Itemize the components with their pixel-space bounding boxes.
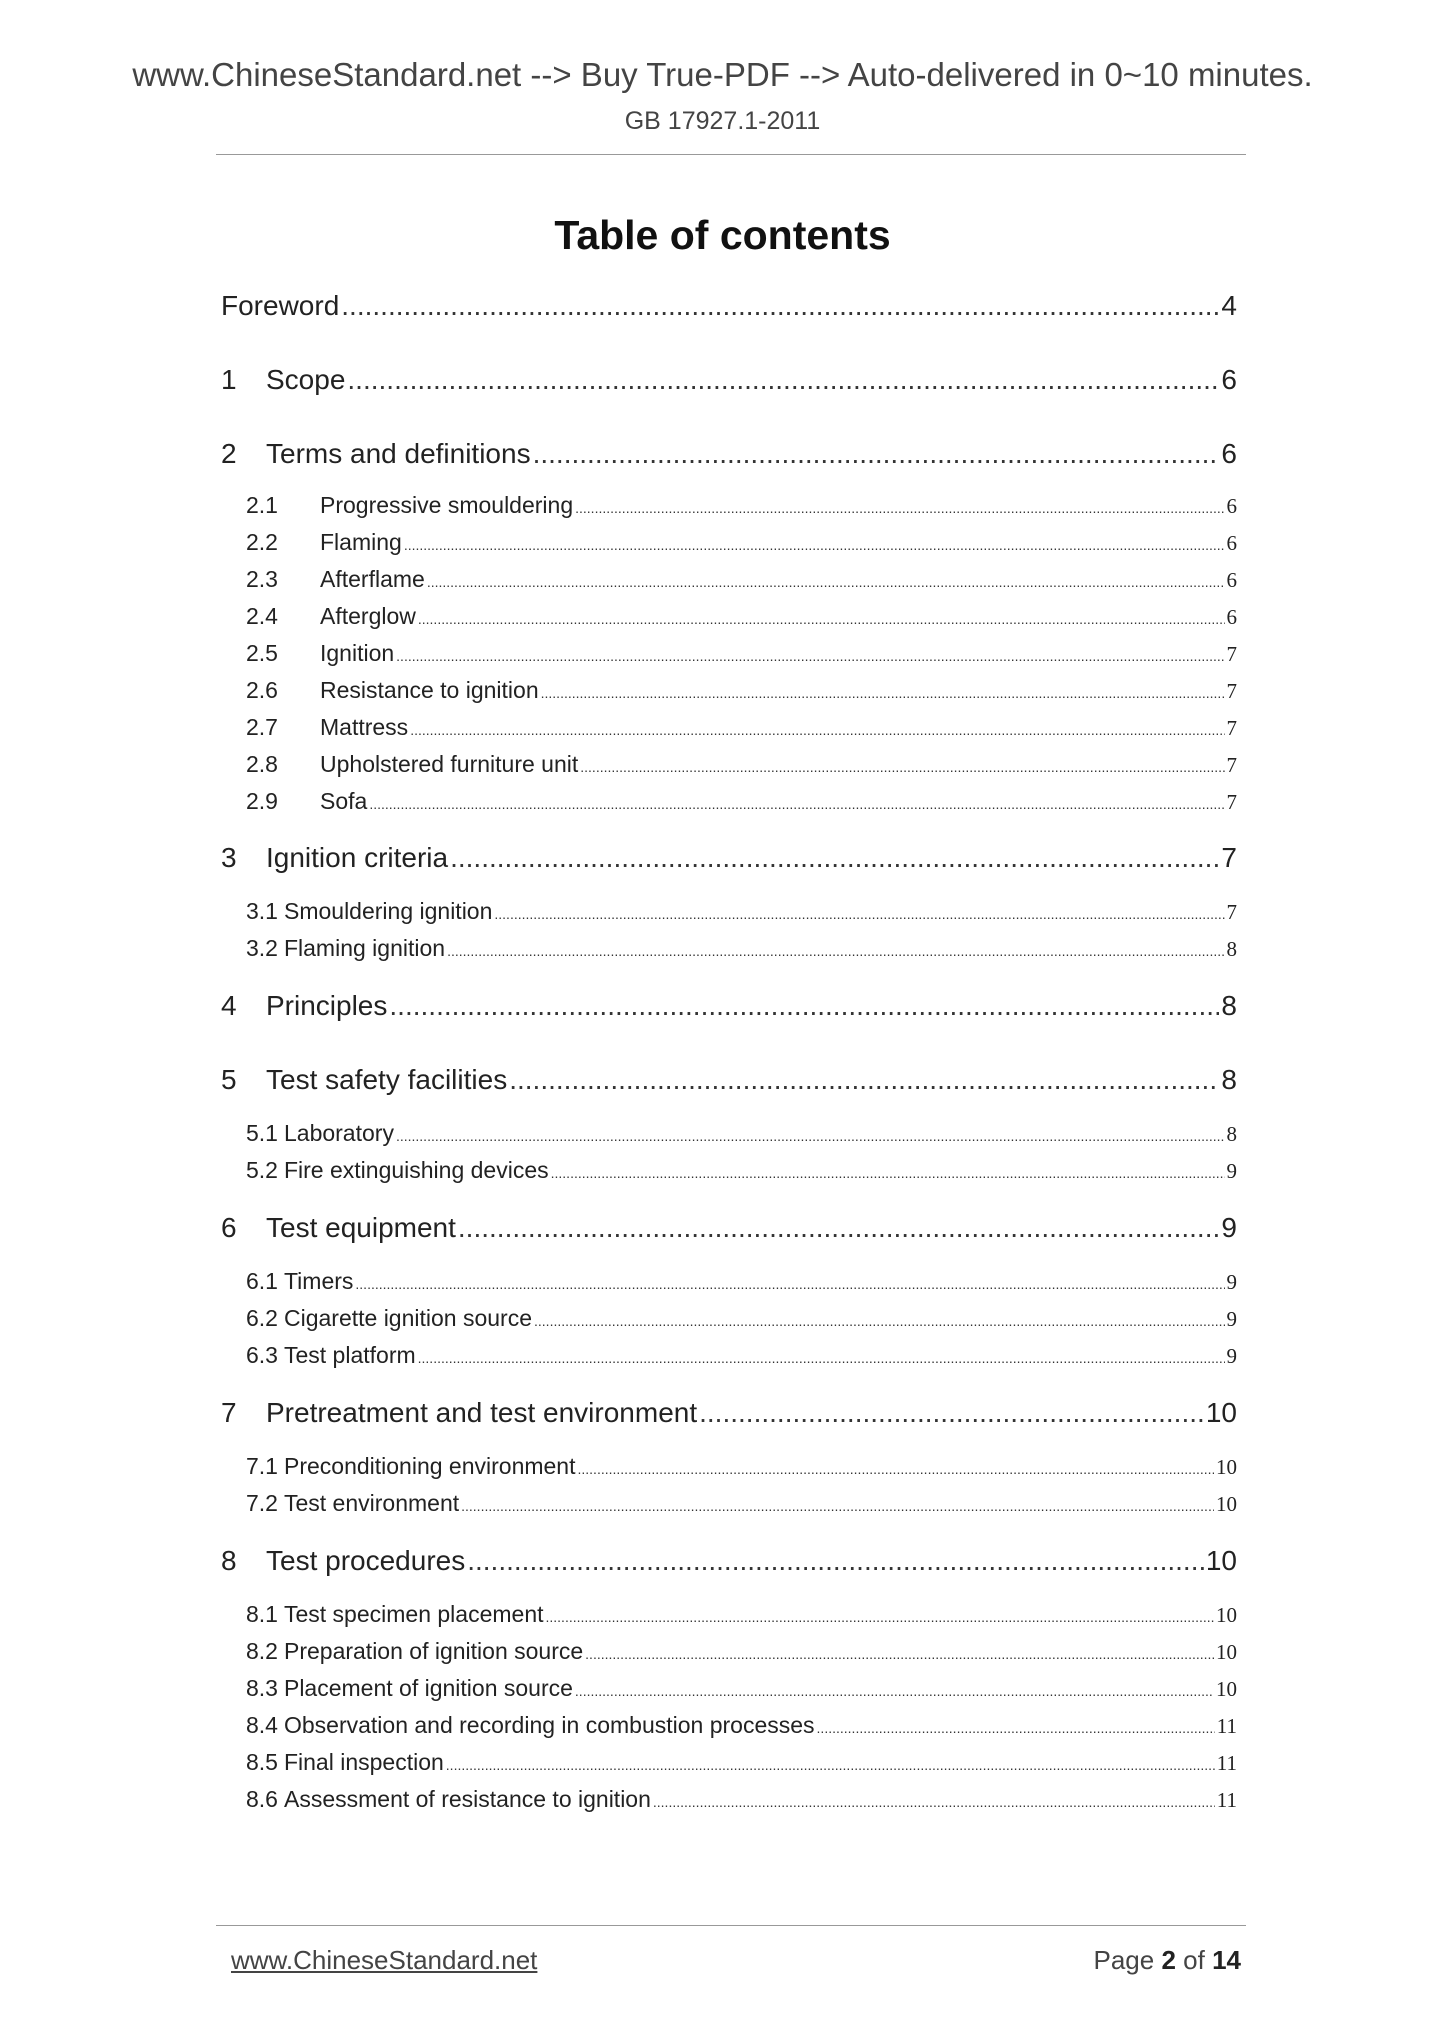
toc-entry[interactable]	[246, 935, 1237, 967]
toc-entry-page: 7	[1226, 900, 1237, 924]
toc-dot-leader	[546, 1609, 1215, 1625]
toc-entry[interactable]	[246, 1453, 1237, 1485]
toc-entry-number: 7	[221, 1397, 237, 1428]
toc-entry[interactable]	[221, 364, 1237, 404]
toc-entry-page: 6	[1221, 438, 1237, 469]
toc-entry[interactable]	[246, 1712, 1237, 1744]
toc-dot-leader	[534, 1313, 1224, 1329]
standard-number: GB 17927.1-2011	[624, 107, 821, 135]
toc-entry-page: 7	[1226, 716, 1237, 740]
toc-entry-label: Flaming ignition	[283, 935, 446, 961]
toc-entry[interactable]	[246, 677, 1237, 709]
toc-entry[interactable]	[246, 1601, 1237, 1633]
toc-entry-number: 8.1	[246, 1601, 278, 1627]
toc-dot-leader	[450, 842, 1219, 874]
toc-dot-leader	[458, 1212, 1220, 1244]
toc-entry-label: Placement of ignition source	[283, 1675, 573, 1701]
toc-entry[interactable]	[246, 1342, 1237, 1374]
toc-entry-page: 9	[1226, 1344, 1237, 1368]
toc-entry-label: Observation and recording in combustion processes	[283, 1712, 815, 1738]
toc-entry[interactable]	[246, 492, 1237, 524]
toc-entry-page: 7	[1226, 679, 1237, 703]
toc-entry-page: 7	[1226, 790, 1237, 814]
toc-entry-label: Test specimen placement	[283, 1601, 544, 1627]
toc-entry-label: Foreword	[221, 290, 340, 321]
toc-entry-label: Smouldering ignition	[283, 898, 493, 924]
toc-entry[interactable]	[246, 751, 1237, 783]
toc-entry-number: 8.5	[246, 1749, 278, 1775]
toc-entry-page: 6	[1226, 531, 1237, 555]
toc-entry[interactable]	[246, 1490, 1237, 1522]
header-divider	[216, 154, 1246, 155]
toc-entry-page: 10	[1216, 1455, 1237, 1479]
toc-entry-label: Afterglow	[320, 603, 416, 629]
toc-dot-leader	[575, 500, 1224, 516]
toc-entry-page: 10	[1216, 1492, 1237, 1516]
toc-entry-number: 6.1	[246, 1268, 278, 1294]
toc-entry-number: 3.1	[246, 898, 278, 924]
toc-entry-number: 8.6	[246, 1786, 278, 1812]
toc-entry-label: Fire extinguishing devices	[283, 1157, 549, 1183]
toc-entry-page: 8	[1221, 1064, 1237, 1095]
toc-entry[interactable]	[246, 1268, 1237, 1300]
toc-entry[interactable]	[246, 788, 1237, 820]
toc-entry-number: 2.8	[246, 751, 278, 777]
toc-dot-leader	[461, 1498, 1214, 1514]
toc-entry-label: Upholstered furniture unit	[320, 751, 579, 777]
toc-entry-number: 6	[221, 1212, 237, 1243]
toc-entry-number: 1	[221, 364, 237, 395]
toc-entry-label: Mattress	[320, 714, 409, 740]
toc-entry-number: 3.2	[246, 935, 278, 961]
toc-dot-leader	[494, 906, 1224, 922]
toc-entry-label: Ignition criteria	[266, 842, 449, 873]
toc-entry-page: 9	[1221, 1212, 1237, 1243]
toc-dot-leader	[418, 1350, 1225, 1366]
toc-dot-leader	[467, 1545, 1204, 1577]
toc-entry-label: Test safety facilities	[266, 1064, 508, 1095]
toc-entry-label: Final inspection	[283, 1749, 444, 1775]
toc-entry-number: 2.4	[246, 603, 278, 629]
toc-entry-page: 7	[1221, 842, 1237, 873]
toc-entry-page: 11	[1216, 1714, 1237, 1738]
toc-dot-leader	[551, 1165, 1225, 1181]
toc-entry-page: 9	[1226, 1270, 1237, 1294]
toc-dot-leader	[396, 648, 1224, 664]
toc-entry-number: 5.1	[246, 1120, 278, 1146]
toc-entry-page: 10	[1205, 1545, 1237, 1576]
toc-dot-leader	[410, 722, 1224, 738]
page-indicator	[1093, 1945, 1241, 1976]
toc-dot-leader	[509, 1064, 1219, 1096]
toc-entry[interactable]	[221, 290, 1237, 330]
page-word: Page	[1093, 1945, 1155, 1975]
toc-entry-number: 8.3	[246, 1675, 278, 1701]
toc-entry-number: 8.2	[246, 1638, 278, 1664]
toc-entry[interactable]	[221, 438, 1237, 478]
toc-entry[interactable]	[246, 1157, 1237, 1189]
toc-entry-page: 6	[1226, 494, 1237, 518]
toc-entry-label: Cigarette ignition source	[283, 1305, 533, 1331]
toc-entry-label: Assessment of resistance to ignition	[283, 1786, 651, 1812]
toc-entry[interactable]	[246, 566, 1237, 598]
toc-dot-leader	[653, 1794, 1215, 1810]
toc-entry-label: Preparation of ignition source	[283, 1638, 584, 1664]
toc-entry-page: 6	[1226, 605, 1237, 629]
toc-entry-number: 7.1	[246, 1453, 278, 1479]
page-current: 2	[1161, 1945, 1176, 1975]
toc-entry[interactable]	[246, 714, 1237, 746]
toc-dot-leader	[369, 796, 1224, 812]
toc-dot-leader	[585, 1646, 1214, 1662]
toc-dot-leader	[533, 438, 1220, 470]
toc-entry[interactable]	[246, 640, 1237, 672]
toc-entry-page: 7	[1226, 642, 1237, 666]
toc-entry-label: Sofa	[320, 788, 368, 814]
footer-website-link[interactable]: www.ChineseStandard.net	[231, 1945, 538, 1975]
toc-entry-page: 9	[1226, 1307, 1237, 1331]
toc-dot-leader	[817, 1720, 1215, 1736]
toc-entry-number: 2.5	[246, 640, 278, 666]
toc-entry-number: 2.2	[246, 529, 278, 555]
toc-entry-page: 10	[1216, 1603, 1237, 1627]
toc-entry-number: 3	[221, 842, 237, 873]
toc-entry-page: 7	[1226, 753, 1237, 777]
toc-dot-leader	[446, 1757, 1215, 1773]
toc-entry-number: 5.2	[246, 1157, 278, 1183]
toc-dot-leader	[396, 1128, 1225, 1144]
toc-entry-number: 2.7	[246, 714, 278, 740]
toc-entry-label: Test equipment	[266, 1212, 456, 1243]
toc-dot-leader	[447, 943, 1224, 959]
toc-entry-number: 5	[221, 1064, 237, 1095]
toc-dot-leader	[699, 1397, 1204, 1429]
toc-entry-page: 6	[1226, 568, 1237, 592]
toc-dot-leader	[418, 611, 1225, 627]
page-of: of	[1183, 1945, 1205, 1975]
toc-entry-number: 2.9	[246, 788, 278, 814]
toc-entry[interactable]	[221, 1212, 1237, 1252]
toc-entry-page: 10	[1205, 1397, 1237, 1428]
toc-entry-label: Progressive smouldering	[320, 492, 574, 518]
toc-entry-number: 7.2	[246, 1490, 278, 1516]
toc-entry-number: 2.3	[246, 566, 278, 592]
toc-entry[interactable]	[246, 1786, 1237, 1818]
toc-entry-label: Laboratory	[283, 1120, 394, 1146]
toc-entry-number: 2.6	[246, 677, 278, 703]
toc-entry-page: 11	[1216, 1788, 1237, 1812]
toc-entry[interactable]	[246, 603, 1237, 635]
toc-entry[interactable]	[221, 1064, 1237, 1104]
toc-entry-label: Terms and definitions	[266, 438, 531, 469]
toc-entry[interactable]	[246, 898, 1237, 930]
toc-entry-page: 6	[1221, 364, 1237, 395]
toc-entry-label: Preconditioning environment	[283, 1453, 576, 1479]
toc-entry-number: 8	[221, 1545, 237, 1576]
toc-entry-label: Ignition	[320, 640, 395, 666]
toc-entry-label: Resistance to ignition	[320, 677, 539, 703]
toc-entry-page: 10	[1216, 1640, 1237, 1664]
toc-entry-label: Principles	[266, 990, 388, 1021]
toc-dot-leader	[341, 290, 1219, 322]
toc-entry[interactable]	[246, 1305, 1237, 1337]
toc-dot-leader	[427, 574, 1225, 590]
toc-entry[interactable]	[221, 842, 1237, 882]
toc-entry-page: 8	[1226, 1122, 1237, 1146]
toc-dot-leader	[404, 537, 1225, 553]
toc-entry-page: 8	[1226, 937, 1237, 961]
toc-entry-label: Scope	[266, 364, 346, 395]
toc-entry[interactable]	[246, 1675, 1237, 1707]
toc-entry-number: 6.2	[246, 1305, 278, 1331]
toc-entry-number: 8.4	[246, 1712, 278, 1738]
toc-entry-label: Test procedures	[266, 1545, 466, 1576]
toc-dot-leader	[580, 759, 1224, 775]
header-banner: www.ChineseStandard.net --> Buy True-PDF --> Auto-delivered in 0~10 minutes.	[132, 56, 1313, 93]
toc-entry-number: 4	[221, 990, 237, 1021]
toc-dot-leader	[541, 685, 1225, 701]
toc-dot-leader	[575, 1683, 1214, 1699]
toc-entry[interactable]	[246, 1638, 1237, 1670]
toc-entry[interactable]	[246, 1749, 1237, 1781]
toc-entry-page: 8	[1221, 990, 1237, 1021]
toc-entry-label: Pretreatment and test environment	[266, 1397, 698, 1428]
toc-entry-number: 6.3	[246, 1342, 278, 1368]
page-total: 14	[1212, 1945, 1241, 1975]
toc-dot-leader	[347, 364, 1219, 396]
toc-entry-label: Flaming	[320, 529, 402, 555]
footer-divider	[216, 1925, 1246, 1926]
toc-dot-leader	[389, 990, 1219, 1022]
toc-entry-label: Test platform	[283, 1342, 416, 1368]
toc-entry-page: 10	[1216, 1677, 1237, 1701]
toc-entry-label: Afterflame	[320, 566, 425, 592]
toc-entry-number: 2	[221, 438, 237, 469]
toc-entry-number: 2.1	[246, 492, 278, 518]
toc-entry-label: Test environment	[283, 1490, 460, 1516]
toc-entry-page: 4	[1221, 290, 1237, 321]
toc-entry-page: 11	[1216, 1751, 1237, 1775]
toc-entry-label: Timers	[283, 1268, 354, 1294]
toc-entry[interactable]	[221, 1397, 1237, 1437]
toc-entry[interactable]	[221, 1545, 1237, 1585]
toc-dot-leader	[355, 1276, 1224, 1292]
toc-entry-page: 9	[1226, 1159, 1237, 1183]
page-title: Table of contents	[554, 212, 891, 258]
toc-dot-leader	[578, 1461, 1215, 1477]
toc-entry[interactable]	[246, 529, 1237, 561]
toc-entry[interactable]	[221, 990, 1237, 1030]
toc-entry[interactable]	[246, 1120, 1237, 1152]
